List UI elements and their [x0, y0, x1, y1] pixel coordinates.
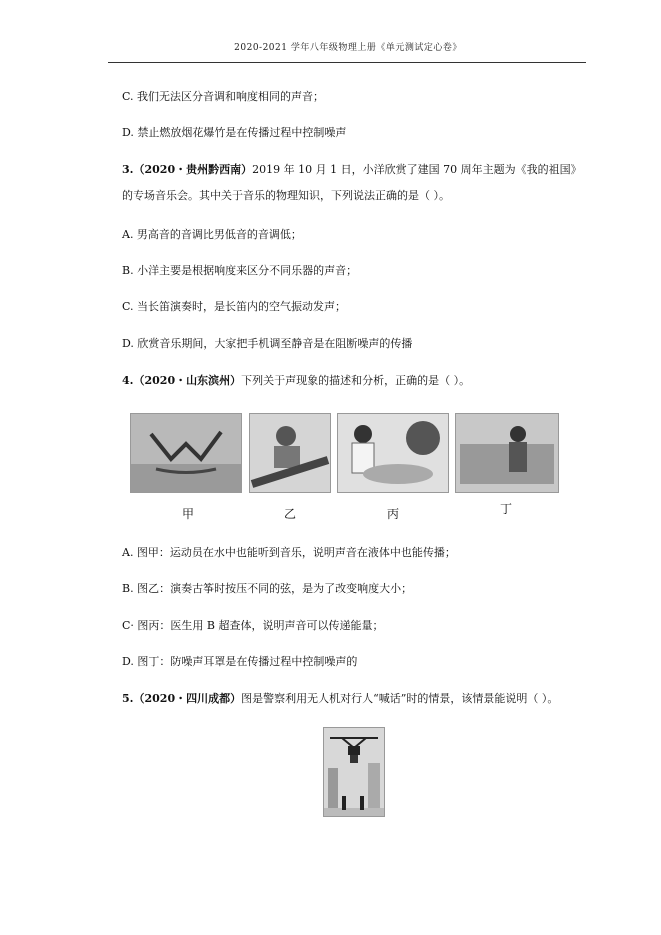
q3-stem-line1: [122, 161, 582, 177]
figure-yi-guzheng-image: [249, 413, 331, 493]
caption-yi: 乙: [283, 507, 296, 521]
q3-stem-text: 2019 年 10 月 1 日，小洋欣赏了建国 70 周年主题为《我的祖国》: [252, 163, 582, 176]
q4-stem-text: 下列关于声现象的描述和分析，正确的是（ ）。: [241, 374, 471, 387]
drone-figure-image: [323, 727, 385, 817]
q3-stem-line2: 的专场音乐会。其中关于音乐的物理知识，下列说法正确的是（ ）。: [122, 189, 450, 202]
q3-source: 3.（2020・贵州黔西南）: [122, 163, 253, 176]
figure-bing-ultrasound-image: [337, 413, 449, 493]
q4-option-c: C· 图丙：医生用 B 超查体，说明声音可以传递能量；: [122, 619, 384, 632]
q3-option-a: A. 男高音的音调比男低音的音调低；: [122, 228, 302, 241]
figure-ding-factory-image: [455, 413, 559, 493]
q4-stem: [122, 372, 470, 388]
q5-stem-text: 图是警察利用无人机对行人“喊话”时的情景，该情景能说明（ ）。: [241, 692, 559, 705]
q4-option-b: B. 图乙：演奏古筝时按压不同的弦，是为了改变响度大小；: [122, 582, 413, 595]
q5-stem: [122, 690, 558, 706]
page-header: 2020-2021 学年八年级物理上册《单元测试定心卷》: [234, 43, 462, 53]
q2-option-c: C. 我们无法区分音调和响度相同的声音；: [122, 90, 325, 103]
q3-option-b: B. 小洋主要是根据响度来区分不同乐器的声音；: [122, 264, 358, 277]
header-divider: [108, 62, 586, 63]
figure-jia-swimmer-image: [130, 413, 242, 493]
q4-option-d: D. 图丁：防噪声耳罩是在传播过程中控制噪声的: [122, 655, 358, 668]
q5-source: 5.（2020・四川成都）: [122, 692, 242, 705]
caption-jia: 甲: [181, 507, 194, 521]
q2-option-d: D. 禁止燃放烟花爆竹是在传播过程中控制噪声: [122, 126, 347, 139]
q3-option-d: D. 欣赏音乐期间，大家把手机调至静音是在阻断噪声的传播: [122, 337, 413, 350]
q3-option-c: C. 当长笛演奏时，是长笛内的空气振动发声；: [122, 300, 347, 313]
caption-bing: 丙: [386, 507, 399, 521]
caption-ding: 丁: [499, 502, 512, 516]
q4-option-a: A. 图甲：运动员在水中也能听到音乐，说明声音在液体中也能传播；: [122, 546, 456, 559]
q4-source: 4.（2020・山东滨州）: [122, 374, 242, 387]
